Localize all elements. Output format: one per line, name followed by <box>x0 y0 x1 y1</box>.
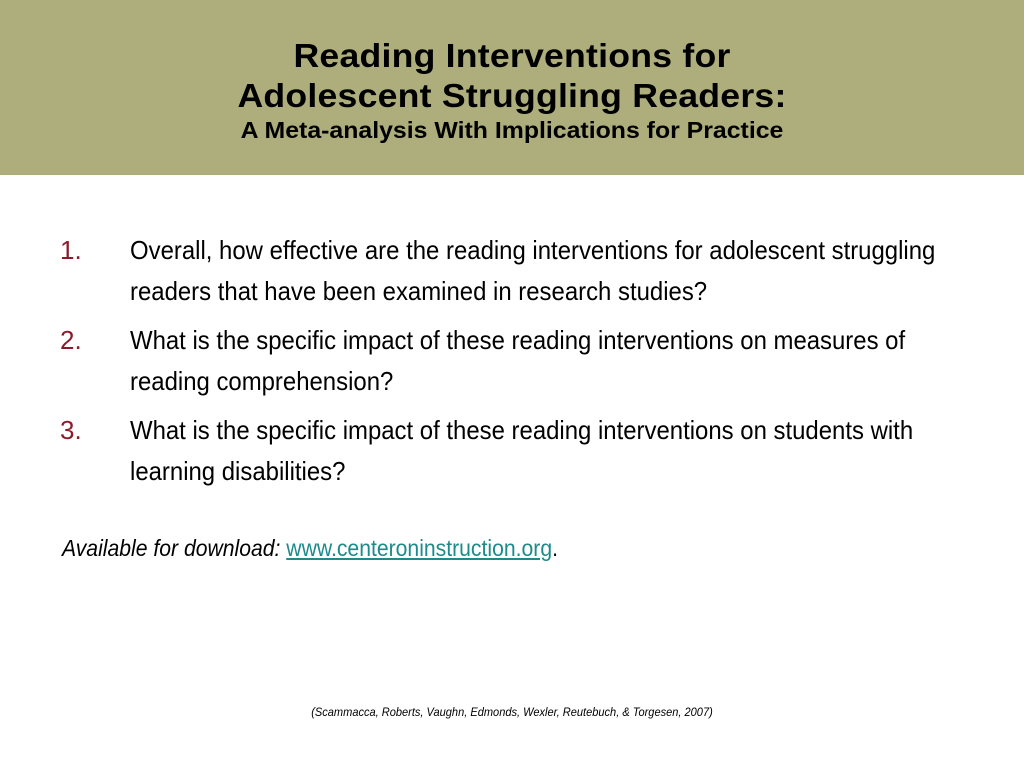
title-line-2: Adolescent Struggling Readers: <box>237 77 787 114</box>
list-item <box>0 230 1024 312</box>
question-list <box>0 230 1024 500</box>
download-note <box>62 532 558 564</box>
list-text: What is the specific impact of these reading interventions on measures of reading comprehension? <box>130 325 906 396</box>
title-banner <box>0 0 1024 175</box>
download-label: Available for download: <box>62 535 281 561</box>
list-text: What is the specific impact of these reading interventions on students with learning disabilities? <box>130 415 914 486</box>
download-link[interactable]: www.centeroninstruction.org <box>286 535 553 561</box>
list-number: 1. <box>60 235 82 265</box>
list-number: 2. <box>60 325 82 355</box>
download-suffix: . <box>552 535 558 561</box>
citation: (Scammacca, Roberts, Vaughn, Edmonds, Wexler, Reutebuch, & Torgesen, 2007) <box>311 705 713 719</box>
list-number: 3. <box>60 415 82 445</box>
title-line-1: Reading Interventions for <box>293 37 731 74</box>
slide-subtitle: A Meta-analysis With Implications for Practice <box>240 117 784 143</box>
list-item <box>0 320 1024 402</box>
slide-title <box>0 36 1024 146</box>
list-item <box>0 410 1024 492</box>
list-text: Overall, how effective are the reading interventions for adolescent struggling readers that have been examined in research studies? <box>130 235 936 306</box>
